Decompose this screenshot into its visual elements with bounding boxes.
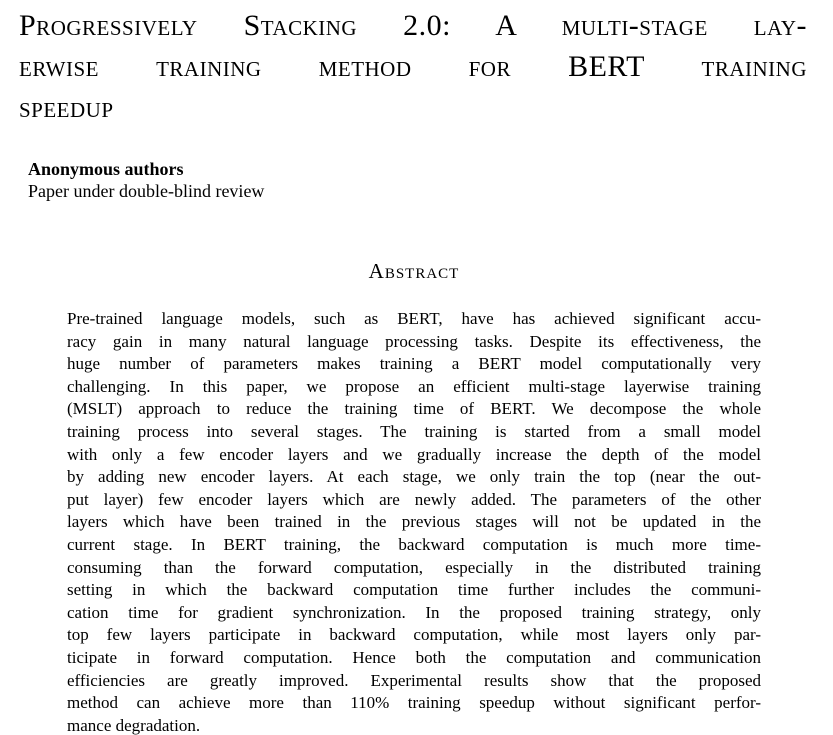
review-status: Paper under double-blind review [28, 181, 265, 201]
abstract-line: by adding new encoder layers. At each stage, we only train the top (near the out- [67, 467, 761, 487]
abstract-line: setting in which the backward computation time further includes the communi- [67, 580, 761, 600]
abstract-line: huge number of parameters makes training a BERT model computationally very [67, 354, 761, 374]
abstract-line: racy gain in many natural language processing tasks. Despite its effectiveness, the [67, 331, 761, 351]
abstract-line: top few layers participate in backward computation, while most layers only par- [67, 625, 761, 645]
authors-block [28, 158, 264, 202]
abstract-line: (MSLT) approach to reduce the training time of BERT. We decompose the whole [67, 399, 761, 419]
abstract-line: training process into several stages. The training is started from a small model [67, 421, 761, 441]
title-line-1: Progressively Stacking 2.0: A multi-stage lay- [19, 9, 807, 42]
abstract-heading: Abstract [368, 259, 460, 283]
abstract-line: put layer) few encoder layers which are newly added. The parameters of the other [67, 489, 761, 509]
abstract-section [67, 258, 761, 735]
title-line-3: speedup [19, 91, 114, 124]
abstract-line: challenging. In this paper, we propose an efficient multi-stage layerwise training [67, 376, 761, 396]
abstract-line: consuming than the forward computation, especially in the distributed training [67, 557, 761, 577]
page-title [19, 5, 807, 128]
abstract-line: Pre-trained language models, such as BERT, have has achieved significant accu- [67, 309, 761, 328]
author-name: Anonymous authors [28, 159, 184, 179]
abstract-line: method can achieve more than 110% training speedup without significant perfor- [67, 693, 761, 713]
title-line-2: erwise training method for BERT training [19, 50, 807, 83]
abstract-line: efficiencies are greatly improved. Experimental results show that the proposed [67, 670, 761, 690]
abstract-line: cation time for gradient synchronization. In the proposed training strategy, only [67, 602, 761, 622]
abstract-line: layers which have been trained in the previous stages will not be updated in the [67, 512, 761, 532]
abstract-body [67, 308, 761, 735]
abstract-line: mance degradation. [67, 715, 201, 735]
abstract-line: with only a few encoder layers and we gradually increase the depth of the model [67, 444, 761, 464]
abstract-line: ticipate in forward computation. Hence both the computation and communication [67, 647, 761, 667]
abstract-line: current stage. In BERT training, the backward computation is much more time- [67, 534, 761, 554]
